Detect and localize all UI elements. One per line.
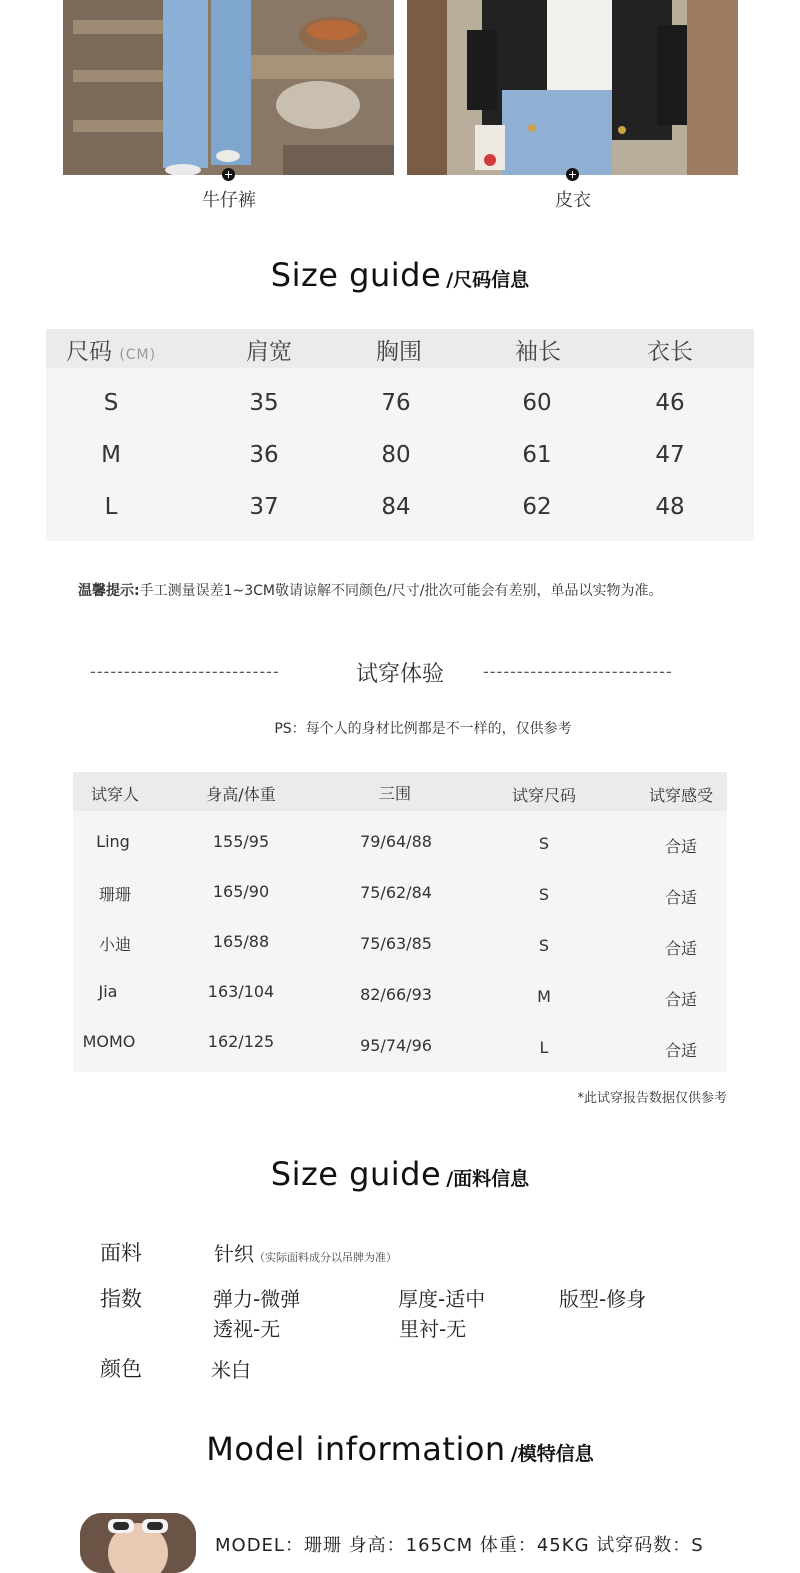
size-guide-title: Size guide <box>270 256 442 294</box>
model-info-line: MODEL：珊珊 身高：165CM 体重：45KG 试穿码数：S <box>215 1535 704 1556</box>
model-title: Model information <box>206 1430 506 1468</box>
product-photo-jeans <box>63 0 394 175</box>
index-label: 指数 <box>100 1287 142 1311</box>
chest-cell: 76 <box>381 390 411 416</box>
plus-circle-icon[interactable] <box>222 168 235 181</box>
fabric-heading <box>0 1155 800 1193</box>
trial-size-cell: M <box>537 987 551 1006</box>
trial-feel-cell: 合适 <box>664 837 697 856</box>
chest-cell: 80 <box>381 442 411 468</box>
size-cell: L <box>104 494 118 520</box>
elasticity-value: 弹力-微弹 <box>213 1287 301 1311</box>
trial-bust-cell: 75/62/84 <box>360 883 432 902</box>
trial-person-cell: 珊珊 <box>98 885 131 904</box>
trial-table <box>73 772 727 1072</box>
trial-bust-cell: 95/74/96 <box>360 1036 432 1055</box>
chest-cell: 84 <box>381 494 411 520</box>
fit-value: 版型-修身 <box>559 1287 647 1311</box>
model-avatar <box>80 1513 196 1573</box>
trial-feel-header: 试穿感受 <box>648 786 713 805</box>
model-avatar-illustration <box>80 1513 196 1573</box>
leather-jacket-photo-illustration <box>407 0 738 175</box>
trial-size-cell: S <box>538 885 550 904</box>
transparency-value: 透视-无 <box>213 1317 281 1341</box>
color-label: 颜色 <box>100 1357 142 1381</box>
trial-title: 试穿体验 <box>355 662 444 687</box>
bust-header: 三围 <box>378 784 411 803</box>
size-header-unit: (CM) <box>119 347 157 363</box>
chest-header: 胸围 <box>376 339 422 365</box>
shoulder-header: 肩宽 <box>246 339 292 365</box>
model-heading <box>0 1430 800 1468</box>
trial-hw-cell: 162/125 <box>207 1032 275 1051</box>
trial-person-cell: Ling <box>96 832 130 851</box>
material-value-row <box>214 1238 397 1267</box>
fabric-title: Size guide <box>270 1155 442 1193</box>
trial-feel-cell: 合适 <box>664 990 697 1009</box>
fabric-subtitle: /面料信息 <box>446 1168 530 1190</box>
sleeve-cell: 61 <box>522 442 552 468</box>
size-guide-heading <box>0 256 800 294</box>
trial-hw-cell: 165/88 <box>212 932 270 951</box>
jeans-photo-illustration <box>63 0 394 175</box>
length-header: 衣长 <box>647 339 693 365</box>
material-note: （实际面料成分以吊牌为准） <box>254 1251 397 1264</box>
trial-hw-cell: 165/90 <box>212 882 270 901</box>
trial-size-header: 试穿尺码 <box>511 786 576 805</box>
trial-feel-cell: 合适 <box>664 1041 697 1060</box>
sleeve-cell: 60 <box>522 390 552 416</box>
divider-right: ---------------------------- <box>483 662 673 681</box>
shoulder-cell: 36 <box>249 442 279 468</box>
tip-text: 手工测量误差1~3CM敬请谅解不同颜色/尺寸/批次可能会有差别，单品以实物为准。 <box>139 583 663 599</box>
size-cell: M <box>101 442 121 468</box>
shoulder-cell: 35 <box>249 390 279 416</box>
photo-caption-jacket: 皮衣 <box>555 190 591 211</box>
lining-value: 里衬-无 <box>399 1317 467 1341</box>
height-weight-header: 身高/体重 <box>206 785 276 804</box>
trial-size-cell: S <box>538 834 550 853</box>
divider-left: ---------------------------- <box>90 662 280 681</box>
thickness-value: 厚度-适中 <box>398 1287 486 1311</box>
trial-feel-cell: 合适 <box>664 939 697 958</box>
sleeve-header: 袖长 <box>515 339 561 365</box>
trial-ps-note: PS：每个人的身材比例都是不一样的，仅供参考 <box>274 721 572 737</box>
material-label: 面料 <box>100 1241 142 1265</box>
size-table <box>46 329 754 541</box>
trial-size-cell: L <box>539 1038 549 1057</box>
material-value: 针织 <box>214 1242 254 1266</box>
length-cell: 46 <box>655 390 685 416</box>
trial-hw-cell: 163/104 <box>207 982 275 1001</box>
trial-bust-cell: 79/64/88 <box>360 832 432 851</box>
color-value: 米白 <box>211 1358 251 1382</box>
model-subtitle: /模特信息 <box>510 1443 594 1465</box>
trial-data-note: *此试穿报告数据仅供参考 <box>577 1091 727 1106</box>
product-photo-leather-jacket <box>407 0 738 175</box>
length-cell: 48 <box>655 494 685 520</box>
plus-circle-icon[interactable] <box>566 168 579 181</box>
trial-bust-cell: 75/63/85 <box>360 934 432 953</box>
size-header <box>66 333 216 366</box>
sleeve-cell: 62 <box>522 494 552 520</box>
size-cell: S <box>103 390 119 416</box>
shoulder-cell: 37 <box>249 494 279 520</box>
trial-feel-cell: 合适 <box>664 888 697 907</box>
trial-bust-cell: 82/66/93 <box>360 985 432 1004</box>
trial-person-cell: 小迪 <box>98 935 131 954</box>
trial-person-cell: MOMO <box>82 1032 136 1051</box>
tip-label: 温馨提示: <box>78 583 140 599</box>
photo-caption-jeans: 牛仔裤 <box>202 190 256 211</box>
measurement-tip <box>78 580 662 600</box>
length-cell: 47 <box>655 442 685 468</box>
trial-person-cell: Jia <box>98 982 118 1001</box>
person-header: 试穿人 <box>90 785 139 804</box>
trial-size-cell: S <box>538 936 550 955</box>
size-header-label: 尺码 <box>66 339 112 365</box>
trial-hw-cell: 155/95 <box>212 832 270 851</box>
size-guide-subtitle: /尺码信息 <box>446 269 530 291</box>
